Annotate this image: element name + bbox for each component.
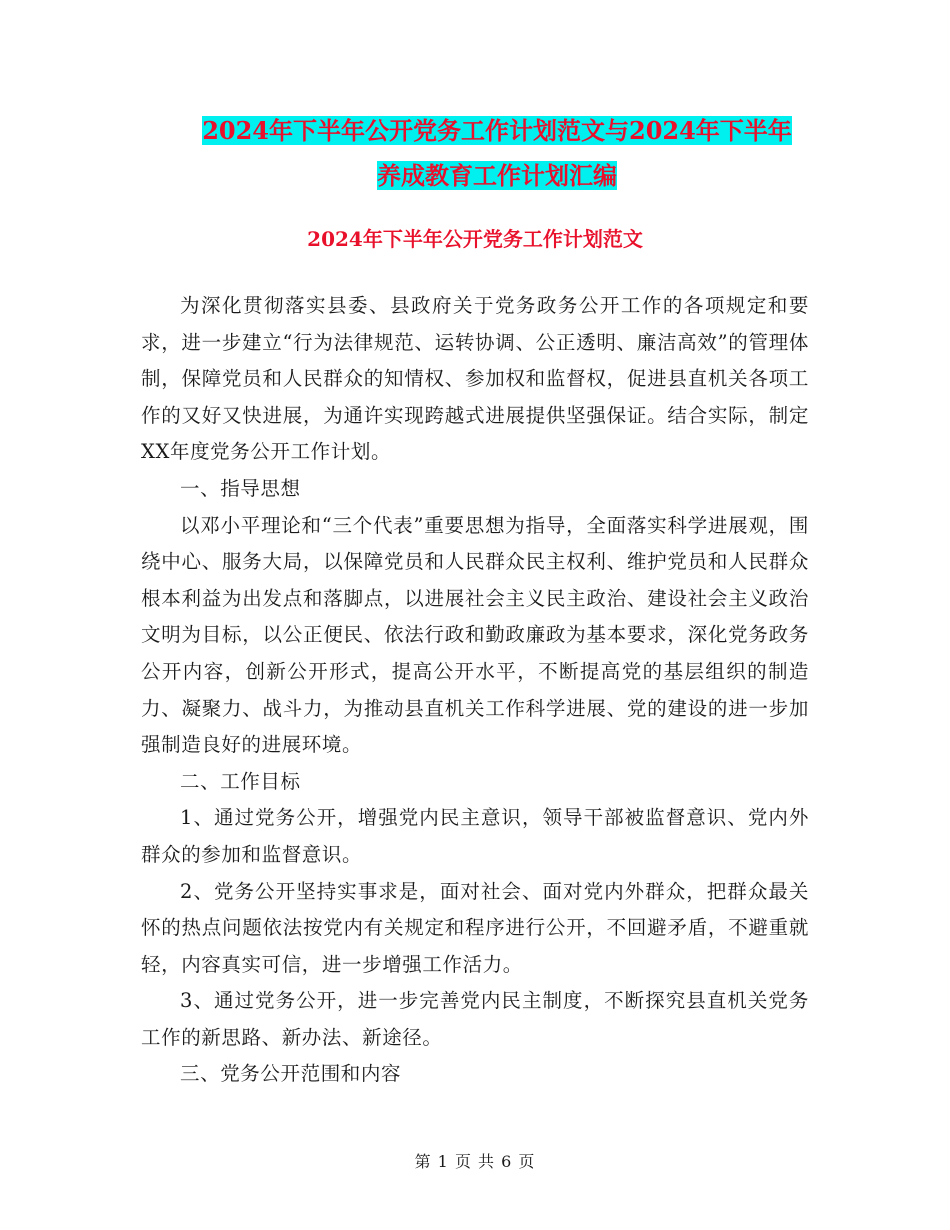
document-title-line-2: 养成教育工作计划汇编 (377, 161, 617, 190)
paragraph-goal-1: 1、通过党务公开，增强党内民主意识，领导干部被监督意识、党内外群众的参加和监督意识。 (141, 806, 809, 866)
document-body (141, 288, 809, 1093)
paragraph-goal-2: 2、党务公开坚持实事求是，面对社会、面对党内外群众，把群众最关怀的热点问题依法按党内有关规定和程序进行公开，不回避矛盾，不避重就轻，内容真实可信，进一步增强工作活力。 (141, 879, 809, 976)
page-footer: 第 1 页 共 6 页 (414, 1152, 536, 1171)
section-title: 2024年下半年公开党务工作计划范文 (307, 227, 643, 251)
paragraph-goal-3: 3、通过党务公开，进一步完善党内民主制度，不断探究县直机关党务工作的新思路、新办法、新途径。 (141, 989, 809, 1049)
heading-guiding-thought: 一、指导思想 (180, 476, 301, 500)
paragraph-guiding-thought: 以邓小平理论和“三个代表”重要思想为指导，全面落实科学进展观，围绕中心、服务大局，以保障党员和人民群众民主权利、维护党员和人民群众根本利益为出发点和落脚点，以进展社会主义民主政治、建设社会主义政治文明为目标，以公正便民、依法行政和勤政廉政为基本要求，深化党务政务公开内容，创新公开形式，提高公开水平，不断提高党的基层组织的制造力、凝聚力、战斗力，为推动县直机关工作科学进展、党的建设的进一步加强制造良好的进展环境。 (141, 513, 809, 757)
document-title-line-1: 2024年下半年公开党务工作计划范文与2024年下半年 (202, 116, 792, 145)
heading-scope-and-content: 三、党务公开范围和内容 (180, 1062, 402, 1086)
paragraph-intro: 为深化贯彻落实县委、县政府关于党务政务公开工作的各项规定和要求，进一步建立“行为法律规范、运转协调、公正透明、廉洁高效”的管理体制，保障党员和人民群众的知情权、参加权和监督权，促进县直机关各项工作的又好又快进展，为通许实现跨越式进展提供坚强保证。结合实际，制定XX年度党务公开工作计划。 (141, 294, 809, 464)
heading-work-goals: 二、工作目标 (180, 769, 301, 793)
